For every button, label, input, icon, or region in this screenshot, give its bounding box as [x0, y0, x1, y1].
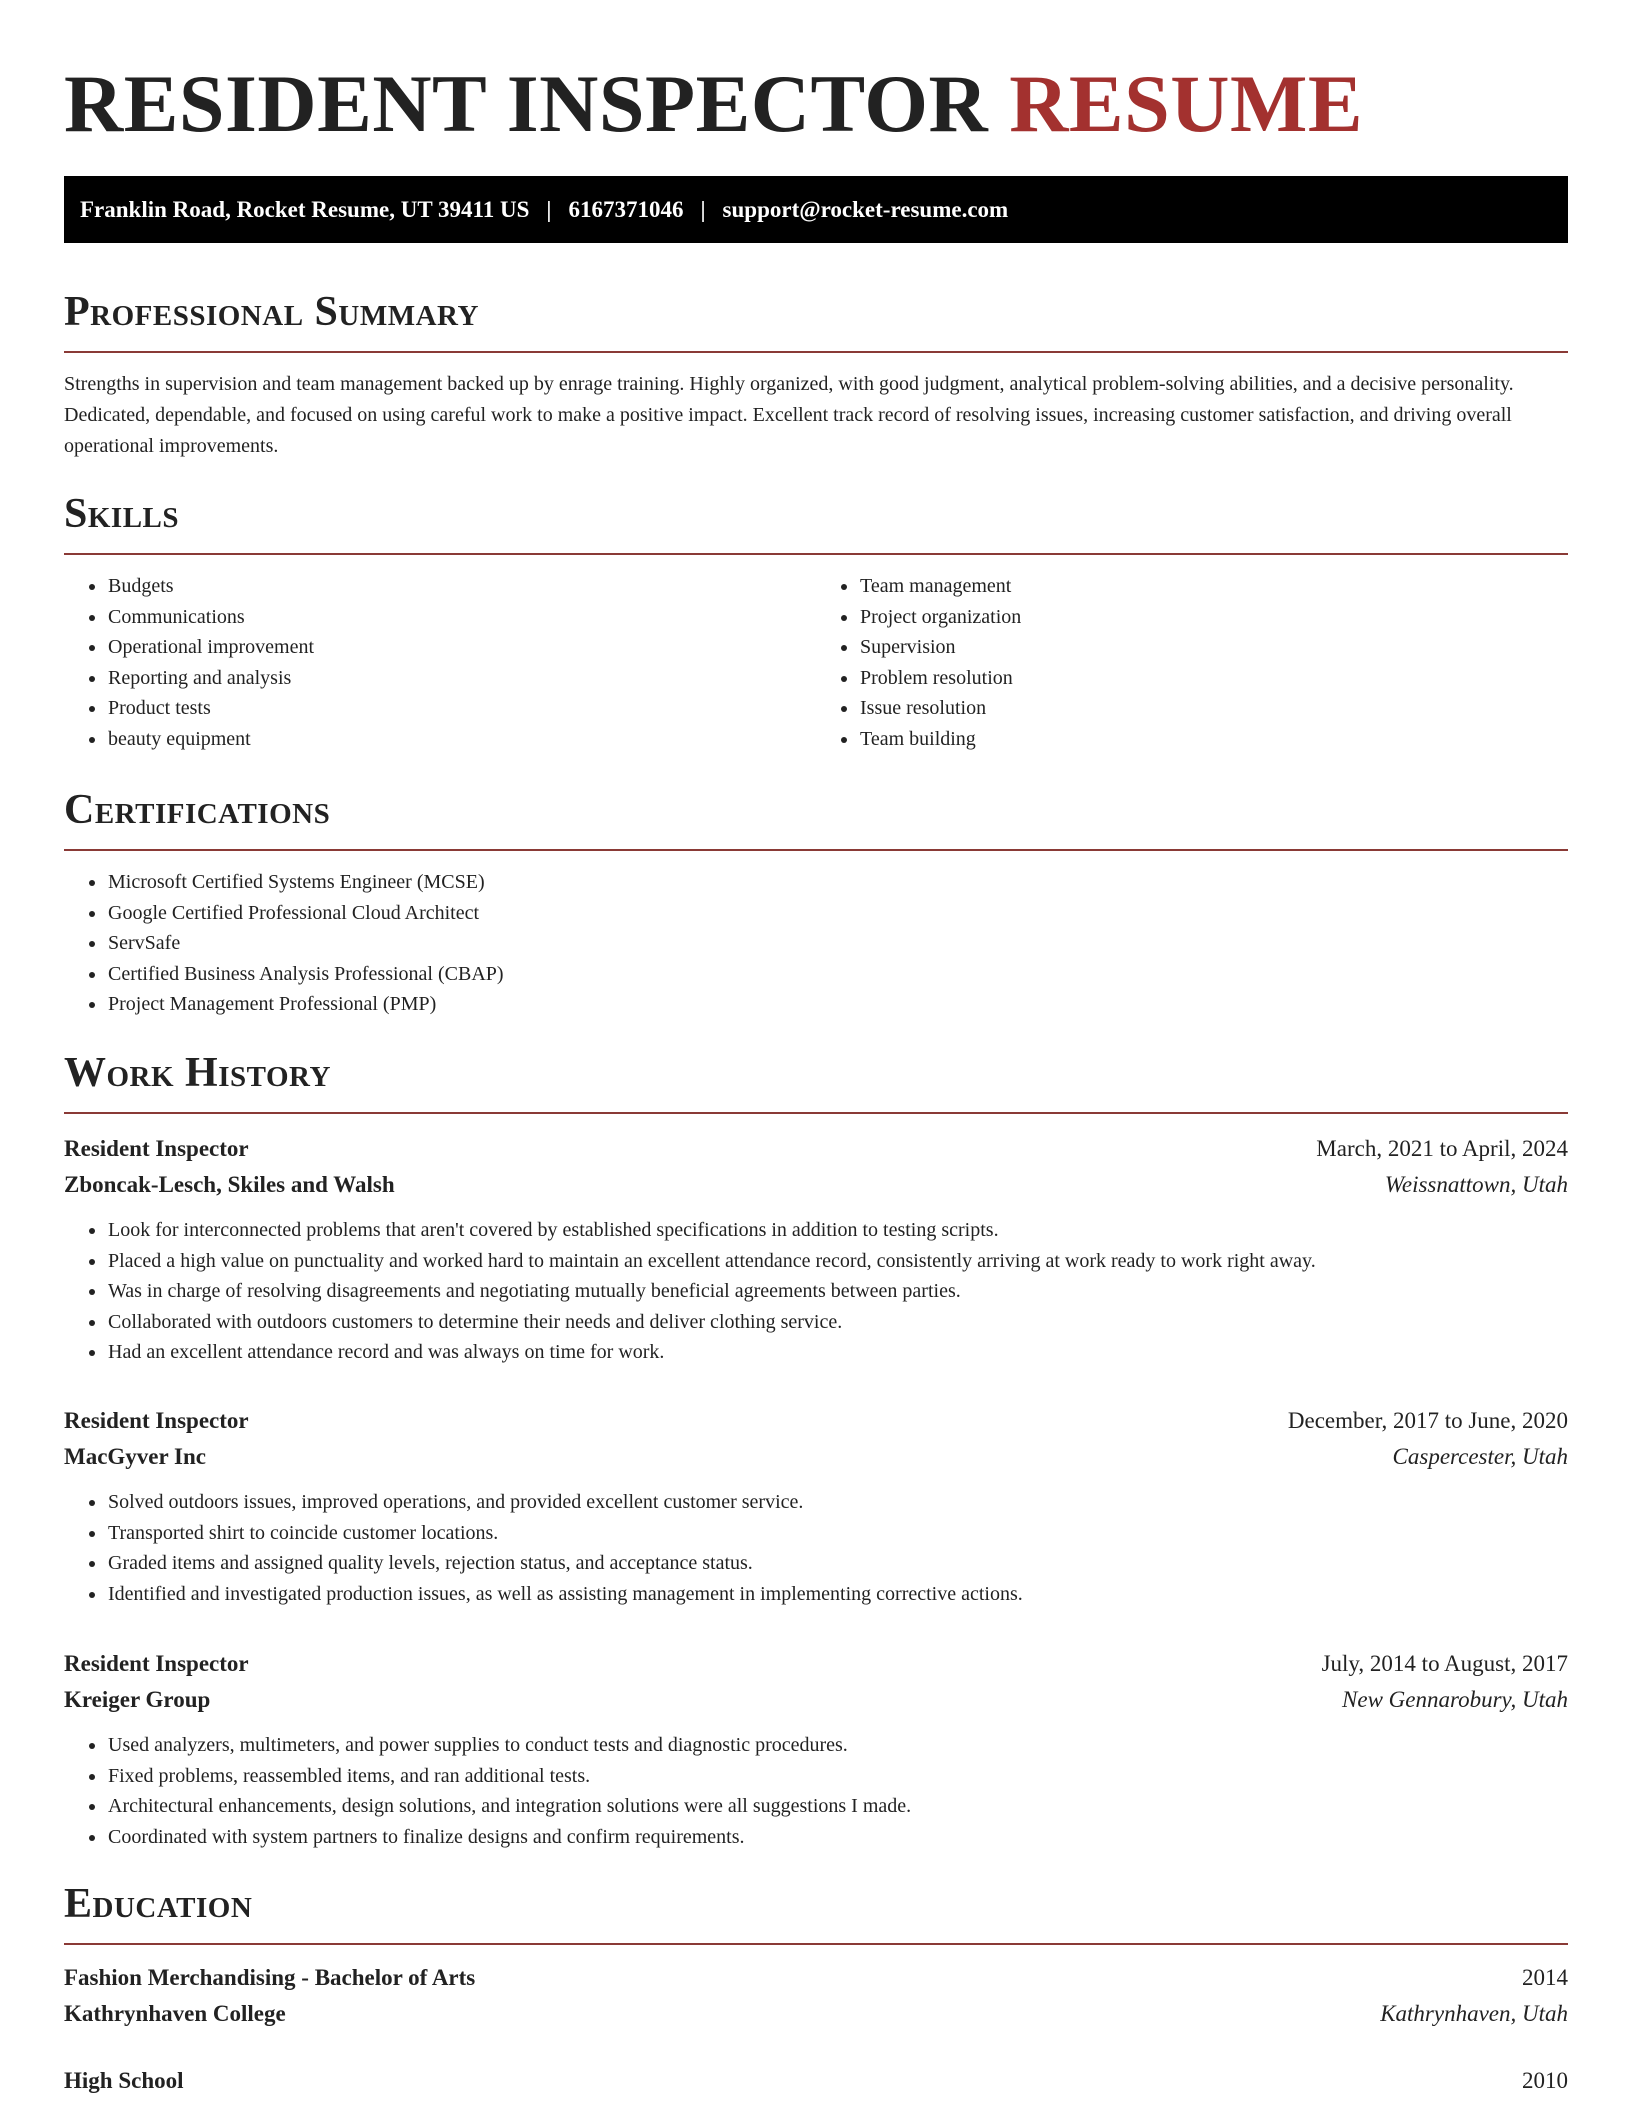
- education-degree: High School: [64, 2068, 184, 2093]
- contact-separator: |: [546, 196, 552, 222]
- section-heading: Certifications: [64, 787, 331, 833]
- section-heading: Skills: [64, 491, 180, 537]
- education-year: 2014: [1522, 1965, 1568, 1990]
- section-divider: [64, 849, 1568, 851]
- certification-item: • ServSafe: [107, 928, 1568, 959]
- education-header: [64, 1960, 1568, 1996]
- job-location: Weissnattown, Utah: [1384, 1172, 1568, 1197]
- skill-item: • Team building: [859, 724, 1568, 755]
- job-bullet: • Solved outdoors issues, improved operations, and provided excellent customer service.: [107, 1487, 1568, 1518]
- section-heading: Education: [64, 1881, 253, 1927]
- job-bullets: [64, 1730, 1568, 1852]
- job-bullet: • Placed a high value on punctuality and worked hard to maintain an excellent attendance record, consistently arriving at work ready to work right away.: [107, 1246, 1568, 1277]
- skill-item: • Project organization: [859, 602, 1568, 633]
- certification-item: • Certified Business Analysis Professional (CBAP): [107, 959, 1568, 990]
- job-dates: December, 2017 to June, 2020: [1287, 1408, 1568, 1433]
- job-header: [64, 1131, 1568, 1167]
- job-bullet: • Identified and investigated production issues, as well as assisting management in implementing corrective actions.: [107, 1579, 1568, 1610]
- education-degree: Fashion Merchandising - Bachelor of Arts: [64, 1965, 476, 1990]
- job-bullet: • Architectural enhancements, design solutions, and integration solutions were all suggestions I made.: [107, 1791, 1568, 1822]
- skill-item: • beauty equipment: [107, 724, 816, 755]
- certifications-list: [64, 867, 1568, 1020]
- skills-section: [64, 490, 1568, 754]
- summary-section: [64, 288, 1568, 462]
- job-company: Zboncak-Lesch, Skiles and Walsh: [64, 1172, 395, 1197]
- skills-list-left: [64, 571, 816, 754]
- education-section: [64, 1880, 1568, 1945]
- job-company: MacGyver Inc: [64, 1444, 207, 1469]
- job-company: Kreiger Group: [64, 1687, 211, 1712]
- section-heading: Professional Summary: [64, 289, 479, 335]
- job-entry: [64, 1403, 1568, 1609]
- certifications-section: [64, 786, 1568, 1020]
- job-entry: [64, 1131, 1568, 1368]
- job-location: New Gennarobury, Utah: [1342, 1687, 1568, 1712]
- title-accent: RESUME: [1009, 58, 1364, 149]
- skill-item: • Issue resolution: [859, 693, 1568, 724]
- job-bullet: • Graded items and assigned quality levels, rejection status, and acceptance status.: [107, 1548, 1568, 1579]
- section-divider: [64, 1943, 1568, 1945]
- job-bullet: • Coordinated with system partners to finalize designs and confirm requirements.: [107, 1822, 1568, 1853]
- skill-item: • Product tests: [107, 693, 816, 724]
- work-history-section: [64, 1049, 1568, 1114]
- summary-text: Strengths in supervision and team management backed up by enrage training. Highly organized, with good judgment, analytical problem-solving abilities, and a decisive personality. Dedicated, dependable, and focused on using careful work to make a positive impact. Excellent track record of resolving issues, increasing customer satisfaction, and driving overall operational improvements.: [64, 373, 1514, 457]
- section-heading: Work History: [64, 1050, 331, 1096]
- job-bullets: [64, 1215, 1568, 1368]
- job-bullet: • Was in charge of resolving disagreements and negotiating mutually beneficial agreements between parties.: [107, 1276, 1568, 1307]
- education-year: 2010: [1522, 2068, 1568, 2093]
- title-main: RESIDENT INSPECTOR: [64, 58, 989, 149]
- job-dates: July, 2014 to August, 2017: [1321, 1651, 1568, 1676]
- skill-item: • Supervision: [859, 632, 1568, 663]
- job-bullet: • Fixed problems, reassembled items, and ran additional tests.: [107, 1761, 1568, 1792]
- job-header: [64, 1403, 1568, 1439]
- job-title: Resident Inspector: [64, 1136, 249, 1161]
- skill-item: • Operational improvement: [107, 632, 816, 663]
- job-subheader: [64, 1439, 1568, 1475]
- skill-item: • Problem resolution: [859, 663, 1568, 694]
- job-subheader: [64, 1167, 1568, 1203]
- section-divider: [64, 553, 1568, 555]
- contact-address: Franklin Road, Rocket Resume, UT 39411 US: [80, 196, 530, 222]
- job-header: [64, 1646, 1568, 1682]
- job-title: Resident Inspector: [64, 1408, 249, 1433]
- contact-phone: 6167371046: [568, 196, 684, 222]
- job-bullets: [64, 1487, 1568, 1609]
- contact-separator: |: [700, 196, 706, 222]
- job-subheader: [64, 1682, 1568, 1718]
- contact-bar: [64, 176, 1568, 243]
- job-entry: [64, 1646, 1568, 1852]
- job-title: Resident Inspector: [64, 1651, 249, 1676]
- job-dates: March, 2021 to April, 2024: [1316, 1136, 1568, 1161]
- education-entry: [64, 1960, 1568, 2032]
- resume-title: [64, 0, 1568, 176]
- job-bullet: • Look for interconnected problems that aren't covered by established specifications in addition to testing scripts.: [107, 1215, 1568, 1246]
- education-school: Kathrynhaven College: [64, 2001, 286, 2026]
- skills-grid: [64, 571, 1568, 754]
- skill-item: • Budgets: [107, 571, 816, 602]
- contact-email: support@rocket-resume.com: [722, 196, 1009, 222]
- job-bullet: • Had an excellent attendance record and was always on time for work.: [107, 1337, 1568, 1368]
- skills-list-right: [816, 571, 1568, 754]
- education-entry: [64, 2063, 1568, 2099]
- job-bullet: • Collaborated with outdoors customers to determine their needs and deliver clothing service.: [107, 1307, 1568, 1338]
- job-bullet: • Transported shirt to coincide customer locations.: [107, 1518, 1568, 1549]
- education-location: Kathrynhaven, Utah: [1380, 2001, 1568, 2026]
- education-subheader: [64, 1996, 1568, 2032]
- skill-item: • Team management: [859, 571, 1568, 602]
- skill-item: • Communications: [107, 602, 816, 633]
- job-bullet: • Used analyzers, multimeters, and power supplies to conduct tests and diagnostic procedures.: [107, 1730, 1568, 1761]
- certification-item: • Google Certified Professional Cloud Architect: [107, 898, 1568, 929]
- section-divider: [64, 351, 1568, 353]
- certification-item: • Microsoft Certified Systems Engineer (MCSE): [107, 867, 1568, 898]
- skill-item: • Reporting and analysis: [107, 663, 816, 694]
- section-divider: [64, 1112, 1568, 1114]
- education-header: [64, 2063, 1568, 2099]
- certification-item: • Project Management Professional (PMP): [107, 989, 1568, 1020]
- job-location: Caspercester, Utah: [1392, 1444, 1568, 1469]
